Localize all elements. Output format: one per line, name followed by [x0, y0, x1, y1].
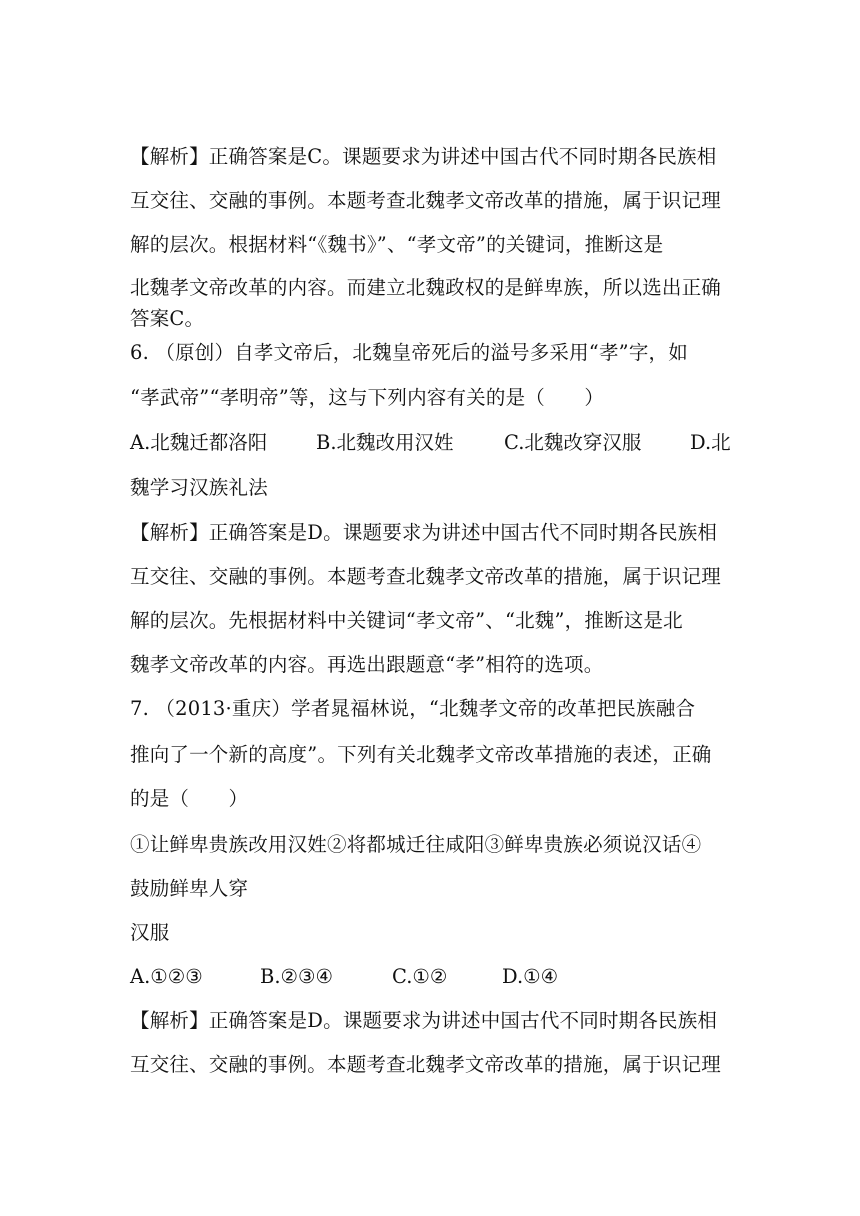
analysis-line: 解的层次。先根据材料中关键词“孝文帝”、“北魏”，推断这是北	[130, 609, 683, 632]
analysis-line: 解的层次。根据材料“《魏书》”、“孝文帝”的关键词，推断这是	[130, 233, 664, 256]
analysis-line: 互交往、交融的事例。本题考查北魏孝文帝改革的措施，属于识记理	[130, 1053, 722, 1076]
analysis-line: 互交往、交融的事例。本题考查北魏孝文帝改革的措施，属于识记理	[130, 189, 722, 212]
analysis-line: 答案C。	[130, 307, 205, 330]
question-7-stem: 的是（ ）	[130, 787, 249, 810]
analysis-line: 魏孝文帝改革的内容。再选出跟题意“孝”相符的选项。	[130, 653, 604, 676]
analysis-line: 【解析】正确答案是D。课题要求为讲述中国古代不同时期各民族相	[130, 521, 718, 544]
option-b: B.②③④	[260, 965, 333, 988]
question-7-stem: 7. （2013·重庆）学者晁福林说，“北魏孝文帝的改革把民族融合	[130, 697, 696, 720]
option-d: D.①④	[502, 965, 559, 988]
option-a: A.①②③	[130, 965, 203, 988]
question-7-stem: 推向了一个新的高度”。下列有关北魏孝文帝改革措施的表述，正确	[130, 743, 712, 766]
question-7-statements: 鼓励鲜卑人穿	[130, 877, 249, 900]
option-d-continuation: 魏学习汉族礼法	[130, 476, 268, 499]
analysis-line: 互交往、交融的事例。本题考查北魏孝文帝改革的措施，属于识记理	[130, 565, 722, 588]
analysis-line: 【解析】正确答案是C。课题要求为讲述中国古代不同时期各民族相	[130, 145, 717, 168]
option-c: C.①②	[392, 965, 448, 988]
option-a: A.北魏迁都洛阳	[130, 431, 268, 454]
analysis-line: 北魏孝文帝改革的内容。而建立北魏政权的是鲜卑族，所以选出正确	[130, 276, 722, 299]
question-6-stem: 6. （原创）自孝文帝后，北魏皇帝死后的溢号多采用“孝”字，如	[130, 341, 688, 364]
analysis-line: 【解析】正确答案是D。课题要求为讲述中国古代不同时期各民族相	[130, 1009, 718, 1032]
question-7-statements: 汉服	[130, 921, 170, 944]
option-d: D.北	[690, 431, 731, 454]
option-b: B.北魏改用汉姓	[316, 431, 454, 454]
option-c: C.北魏改穿汉服	[504, 431, 642, 454]
question-6-stem: “孝武帝”“孝明帝”等，这与下列内容有关的是（ ）	[130, 386, 605, 409]
question-7-statements: ①让鲜卑贵族改用汉姓②将都城迁往咸阳③鲜卑贵族必须说汉话④	[130, 833, 702, 856]
